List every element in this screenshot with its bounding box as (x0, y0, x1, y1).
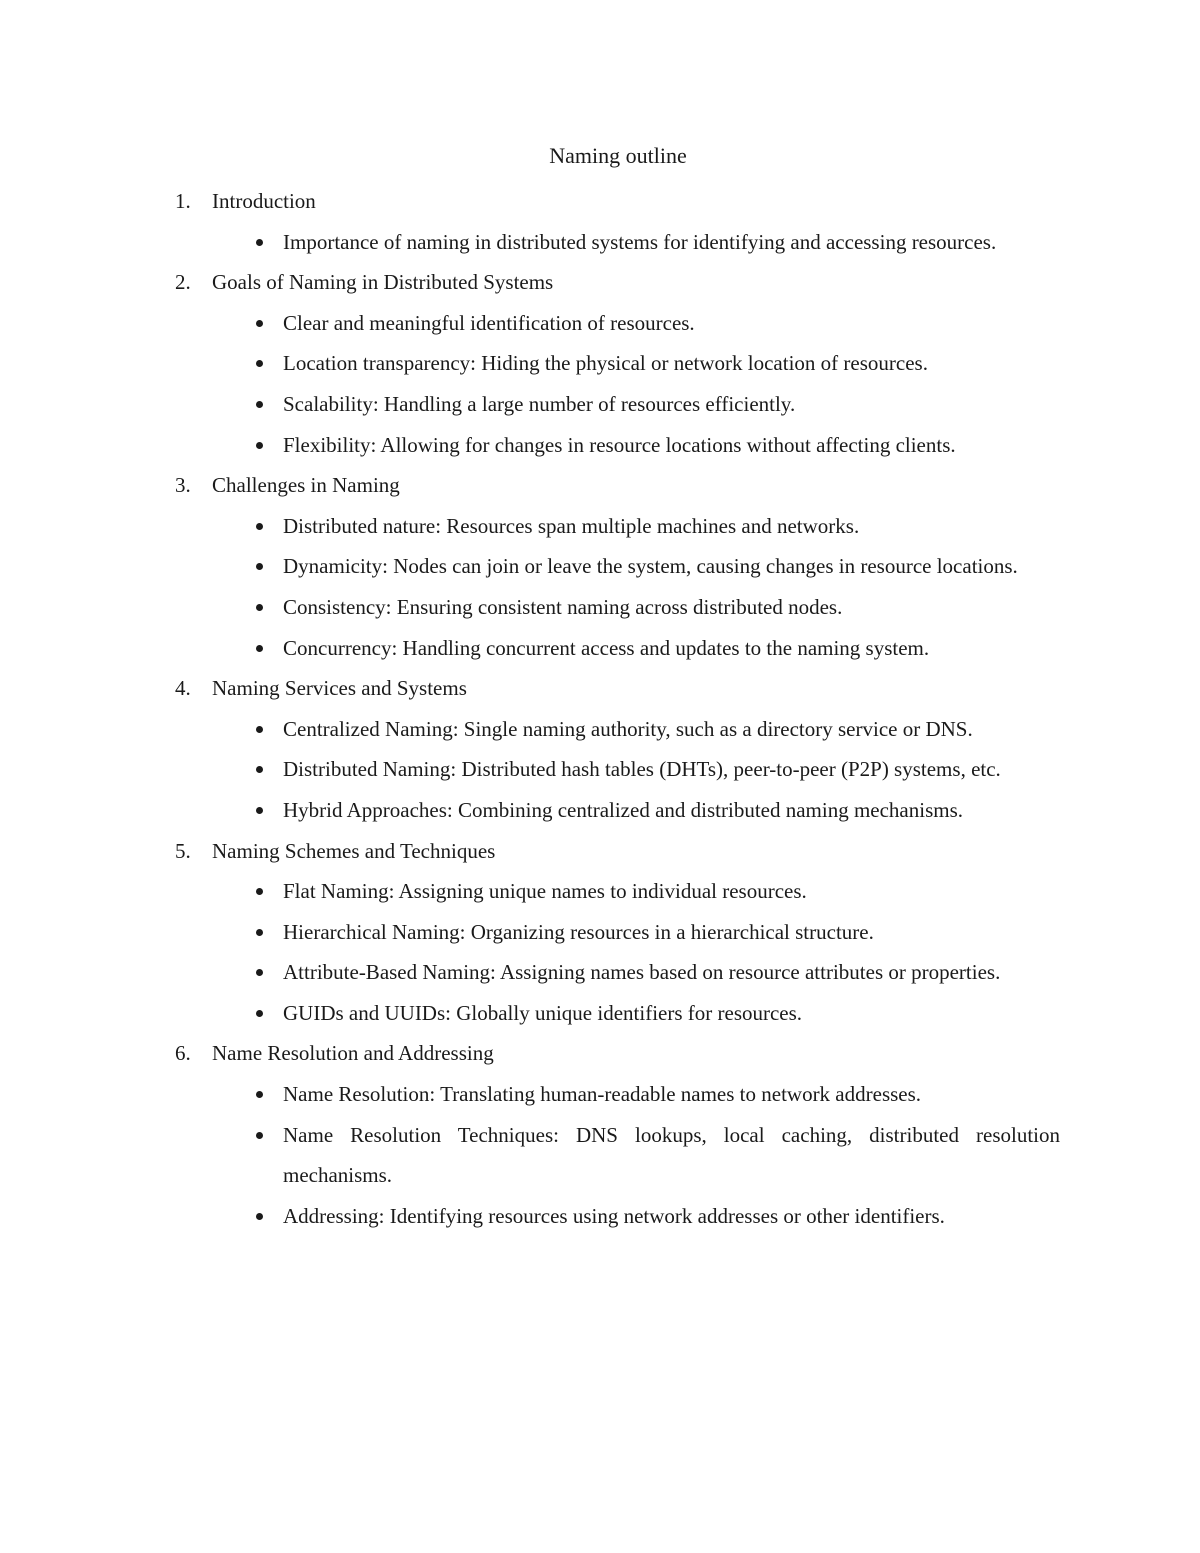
bullet-item (175, 343, 1060, 384)
section-number: 2. (175, 270, 191, 295)
section-heading (175, 831, 1060, 872)
bullet-dot-icon (256, 1132, 263, 1139)
bullet-text: Hybrid Approaches: Combining centralized and distributed naming mechanisms. (283, 797, 964, 822)
bullet-dot-icon (256, 604, 263, 611)
bullet-item (175, 952, 1060, 993)
bullet-dot-icon (256, 401, 263, 408)
bullet-list (175, 303, 1060, 465)
bullet-dot-icon (256, 1213, 263, 1220)
section-title: Goals of Naming in Distributed Systems (212, 270, 554, 295)
bullet-dot-icon (256, 239, 263, 246)
bullet-text: Flat Naming: Assigning unique names to individual resources. (283, 879, 807, 904)
bullet-dot-icon (256, 726, 263, 733)
bullet-dot-icon (256, 523, 263, 530)
bullet-list (175, 709, 1060, 831)
section-title: Name Resolution and Addressing (212, 1041, 494, 1066)
bullet-text: Distributed nature: Resources span multiple machines and networks. (283, 513, 860, 538)
outline-section (175, 668, 1060, 830)
bullet-item (175, 871, 1060, 912)
section-heading (175, 181, 1060, 222)
bullet-text: Distributed Naming: Distributed hash tables (DHTs), peer-to-peer (P2P) systems, etc. (283, 757, 1001, 782)
bullet-dot-icon (256, 888, 263, 895)
bullet-item (175, 303, 1060, 344)
section-heading (175, 465, 1060, 506)
bullet-text: Centralized Naming: Single naming authority, such as a directory service or DNS. (283, 716, 973, 741)
bullet-text: Addressing: Identifying resources using network addresses or other identifiers. (283, 1203, 945, 1228)
bullet-text: Concurrency: Handling concurrent access and updates to the naming system. (283, 635, 930, 660)
bullet-item (175, 1074, 1060, 1115)
bullet-item (175, 384, 1060, 425)
section-number: 5. (175, 838, 191, 863)
bullet-text: Name Resolution Techniques: DNS lookups, local caching, distributed resolution mechanisms. (283, 1122, 1060, 1188)
section-number: 6. (175, 1041, 191, 1066)
bullet-text: Attribute-Based Naming: Assigning names based on resource attributes or properties. (283, 960, 1001, 985)
bullet-text: Flexibility: Allowing for changes in resource locations without affecting clients. (283, 432, 956, 457)
section-number: 3. (175, 473, 191, 498)
bullet-dot-icon (256, 1091, 263, 1098)
section-title: Naming Schemes and Techniques (212, 838, 496, 863)
section-number: 4. (175, 676, 191, 701)
bullet-item (175, 546, 1060, 587)
bullet-text: Hierarchical Naming: Organizing resources in a hierarchical structure. (283, 919, 874, 944)
outline-section (175, 262, 1060, 465)
bullet-text: Name Resolution: Translating human-readable names to network addresses. (283, 1082, 922, 1107)
bullet-dot-icon (256, 442, 263, 449)
bullet-dot-icon (256, 929, 263, 936)
bullet-list (175, 1074, 1060, 1236)
bullet-list (175, 222, 1060, 263)
section-title: Introduction (212, 189, 316, 213)
bullet-dot-icon (256, 645, 263, 652)
bullet-dot-icon (256, 1010, 263, 1017)
section-title: Challenges in Naming (212, 473, 400, 498)
bullet-text: Dynamicity: Nodes can join or leave the system, causing changes in resource locations. (283, 554, 1018, 579)
bullet-text: Clear and meaningful identification of resources. (283, 310, 695, 335)
section-number: 1. (175, 189, 191, 213)
bullet-dot-icon (256, 360, 263, 367)
bullet-item (175, 587, 1060, 628)
outline-section (175, 465, 1060, 668)
bullet-item (175, 425, 1060, 466)
section-heading (175, 262, 1060, 303)
section-heading (175, 668, 1060, 709)
section-heading (175, 1033, 1060, 1074)
bullet-item (175, 1196, 1060, 1237)
bullet-text: Scalability: Handling a large number of resources efficiently. (283, 391, 796, 416)
bullet-dot-icon (256, 766, 263, 773)
bullet-text: Location transparency: Hiding the physical or network location of resources. (283, 351, 928, 376)
bullet-item (175, 222, 1060, 263)
bullet-dot-icon (256, 969, 263, 976)
section-title: Naming Services and Systems (212, 676, 467, 701)
bullet-item (175, 506, 1060, 547)
bullet-item (175, 993, 1060, 1034)
bullet-text: GUIDs and UUIDs: Globally unique identifiers for resources. (283, 1000, 803, 1025)
outline-section (175, 1033, 1060, 1236)
bullet-item (175, 628, 1060, 669)
bullet-item (175, 790, 1060, 831)
bullet-dot-icon (256, 563, 263, 570)
bullet-dot-icon (256, 807, 263, 814)
bullet-item (175, 749, 1060, 790)
document-title: Naming outline (549, 143, 687, 168)
bullet-text: Importance of naming in distributed systems for identifying and accessing resources. (283, 229, 997, 254)
outline-section (175, 181, 1060, 262)
bullet-item (175, 912, 1060, 953)
bullet-item (175, 709, 1060, 750)
bullet-item (175, 1115, 1060, 1196)
bullet-dot-icon (256, 320, 263, 327)
outline-list (175, 181, 1060, 1236)
outline-section (175, 831, 1060, 1034)
bullet-text: Consistency: Ensuring consistent naming across distributed nodes. (283, 594, 843, 619)
bullet-list (175, 506, 1060, 668)
bullet-list (175, 871, 1060, 1033)
